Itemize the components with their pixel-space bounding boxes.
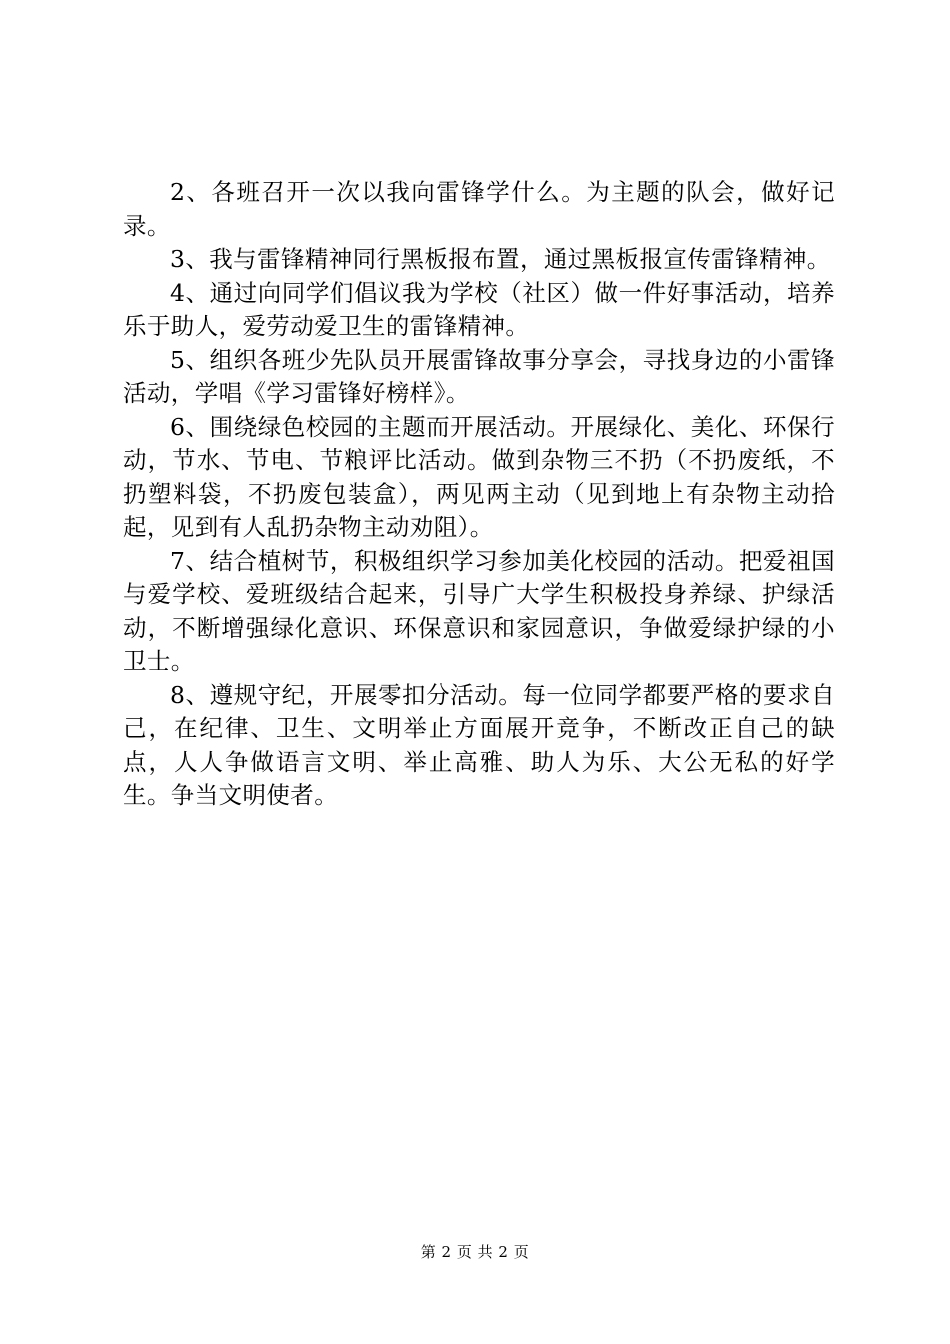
document-body xyxy=(123,176,835,813)
paragraph-item-4: 4、通过向同学们倡议我为学校（社区）做一件好事活动，培养乐于助人，爱劳动爱卫生的雷锋精神。 xyxy=(123,278,835,340)
paragraph-item-5: 5、组织各班少先队员开展雷锋故事分享会，寻找身边的小雷锋活动，学唱《学习雷锋好榜样》。 xyxy=(123,345,835,407)
paragraph-item-2: 2、各班召开一次以我向雷锋学什么。为主题的队会，做好记录。 xyxy=(123,178,835,240)
paragraph-item-6: 6、围绕绿色校园的主题而开展活动。开展绿化、美化、环保行动，节水、节电、节粮评比活动。做到杂物三不扔（不扔废纸，不扔塑料袋，不扔废包装盒），两见两主动（见到地上有杂物主动拾起，见到有人乱扔杂物主动劝阻）。 xyxy=(123,412,835,541)
paragraph-item-3: 3、我与雷锋精神同行黑板报布置，通过黑板报宣传雷锋精神。 xyxy=(170,245,831,273)
paragraph-item-8: 8、遵规守纪，开展零扣分活动。每一位同学都要严格的要求自己，在纪律、卫生、文明举止方面展开竞争，不断改正自己的缺点，人人争做语言文明、举止高雅、助人为乐、大公无私的好学生。争当文明使者。 xyxy=(123,680,835,809)
page-footer: 第 2 页 共 2 页 xyxy=(420,1243,530,1261)
paragraph-item-7: 7、结合植树节，积极组织学习参加美化校园的活动。把爱祖国与爱学校、爱班级结合起来，引导广大学生积极投身养绿、护绿活动，不断增强绿化意识、环保意识和家园意识，争做爱绿护绿的小卫士。 xyxy=(123,546,835,675)
